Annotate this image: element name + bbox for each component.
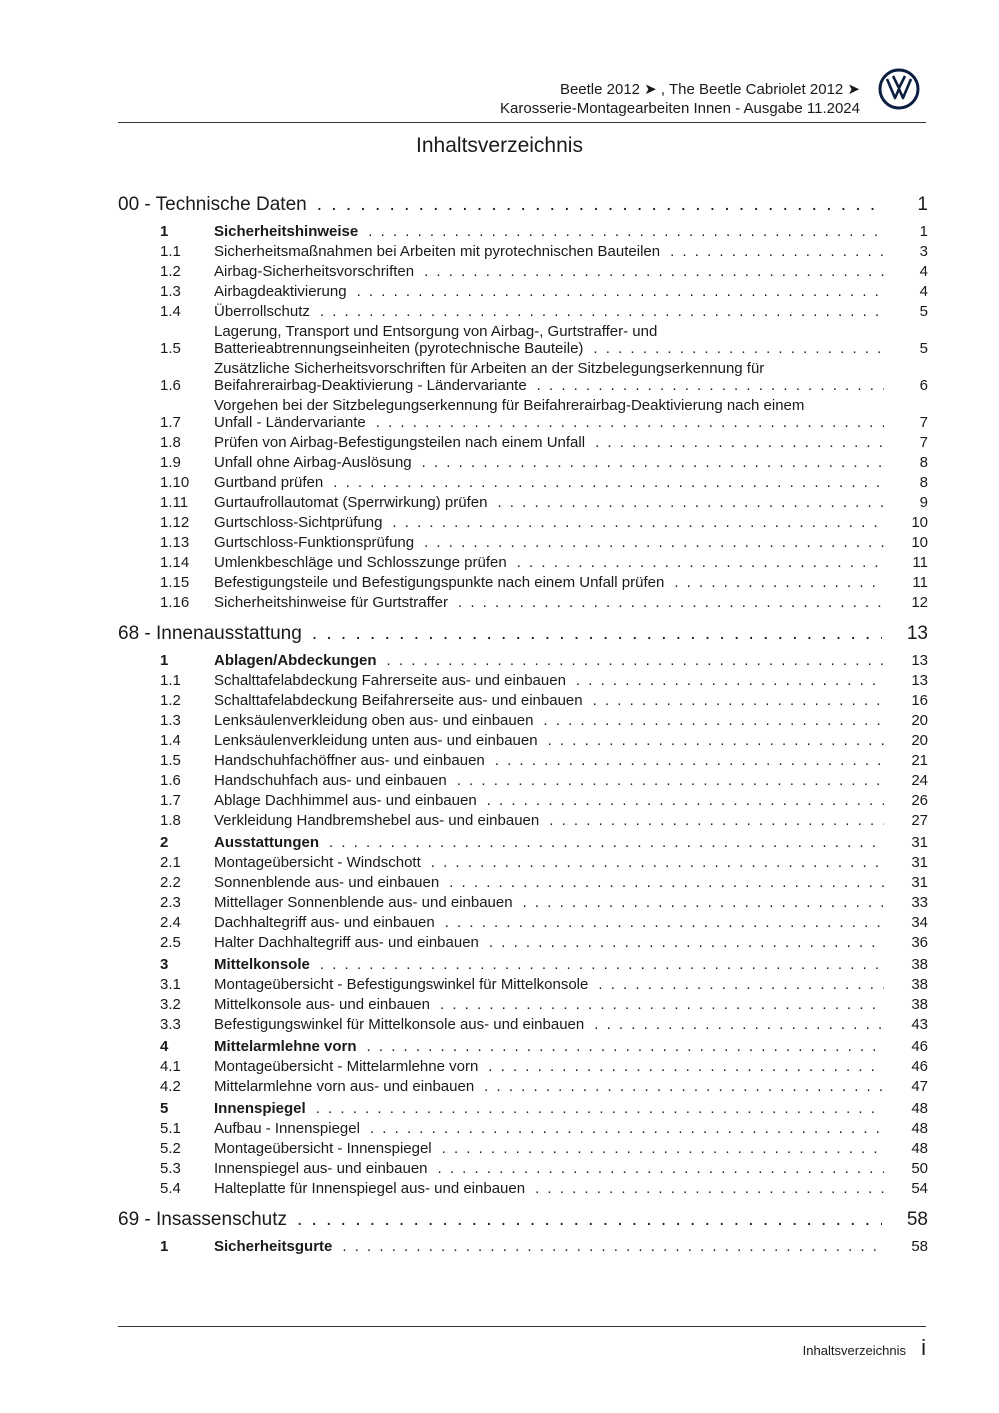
toc-entry-title: Sicherheitshinweise — [214, 223, 359, 240]
toc-entry[interactable] — [118, 874, 928, 891]
toc-entry-title: Halter Dachhaltegriff aus- und einbauen — [214, 934, 479, 951]
toc-entry[interactable] — [118, 1078, 928, 1095]
toc-page-number: 10 — [911, 534, 928, 551]
toc-leader-dots — [488, 1058, 884, 1075]
toc-entry-title: Ausstattungen — [214, 834, 319, 851]
toc-entry-number: 1.3 — [160, 712, 181, 729]
toc-entry-title: Montageübersicht - Mittelarmlehne vorn — [214, 1058, 479, 1075]
toc-leader-dots — [387, 652, 884, 669]
header-line-1: Beetle 2012 ➤ , The Beetle Cabriolet 2012 ➤ — [559, 81, 860, 98]
toc-page-number: 46 — [911, 1038, 928, 1055]
toc-entry[interactable] — [118, 323, 928, 357]
toc-entry-number: 1.2 — [160, 692, 181, 709]
toc-entry-number: 1.7 — [160, 414, 181, 431]
toc-leader-dots — [458, 594, 884, 611]
toc-entry[interactable] — [118, 594, 928, 611]
toc-leader-dots — [424, 534, 884, 551]
toc-page-number: 27 — [911, 812, 928, 829]
toc-entry-title: Montageübersicht - Innenspiegel — [214, 1140, 432, 1157]
toc-entry-number: 1 — [160, 223, 169, 240]
toc-page-number: 54 — [911, 1180, 928, 1197]
toc-entry[interactable] — [118, 1180, 928, 1197]
toc-page-number: 5 — [919, 303, 928, 320]
toc-entry-title: Lenksäulenverkleidung oben aus- und einbauen — [214, 712, 534, 729]
toc-leader-dots — [342, 1238, 884, 1255]
toc-leader-dots — [593, 340, 884, 357]
toc-page-number: 9 — [919, 494, 928, 511]
toc-entry-title: Dachhaltegriff aus- und einbauen — [214, 914, 435, 931]
toc-entry-number: 1.9 — [160, 454, 181, 471]
toc-entry-title: Mittellager Sonnenblende aus- und einbauen — [214, 894, 513, 911]
toc-entry[interactable] — [118, 1140, 928, 1157]
toc-leader-dots — [674, 574, 884, 591]
toc-entry-number: 5.1 — [160, 1120, 181, 1137]
toc-leader-dots — [598, 976, 884, 993]
toc-entry-number: 4.2 — [160, 1078, 181, 1095]
toc-page-number: 3 — [919, 243, 928, 260]
toc-page-number: 5 — [919, 340, 928, 357]
toc-entry-title: Gurtschloss-Sichtprüfung — [214, 514, 383, 531]
toc-page-number: 4 — [919, 263, 928, 280]
toc-page-number: 13 — [911, 652, 928, 669]
toc-leader-dots — [376, 414, 884, 431]
toc-entry-title-cont: Unfall - Ländervariante — [214, 414, 366, 431]
toc-entry-number: 2.3 — [160, 894, 181, 911]
toc-entry-number: 2.1 — [160, 854, 181, 871]
toc-entry[interactable] — [118, 812, 928, 829]
toc-entry[interactable] — [118, 752, 928, 769]
toc-leader-dots — [548, 732, 884, 749]
toc-leader-dots — [523, 894, 884, 911]
toc-entry-title: Gurtband prüfen — [214, 474, 324, 491]
toc-page-number: 31 — [911, 874, 928, 891]
toc-entry-title: Ablage Dachhimmel aus- und einbauen — [214, 792, 477, 809]
toc-entry-number: 5.4 — [160, 1180, 181, 1197]
toc-entry-number: 1.3 — [160, 283, 181, 300]
toc-entry-title: Sicherheitsgurte — [214, 1238, 333, 1255]
toc-entry-number: 1.13 — [160, 534, 190, 551]
toc-entry[interactable] — [118, 934, 928, 951]
toc-entry-number: 5.2 — [160, 1140, 181, 1157]
toc-entry-title: Aufbau - Innenspiegel — [214, 1120, 360, 1137]
toc-leader-dots — [333, 474, 884, 491]
toc-entry-title: Handschuhfach aus- und einbauen — [214, 772, 447, 789]
toc-leader-dots — [392, 514, 884, 531]
toc-leader-dots — [329, 834, 884, 851]
toc-entry[interactable] — [118, 283, 928, 300]
toc-entry-number: 1.14 — [160, 554, 190, 571]
toc-entry[interactable] — [118, 976, 928, 993]
footer-page-number: i — [921, 1335, 926, 1360]
toc-entry[interactable] — [118, 914, 928, 931]
toc-page-number: 12 — [911, 594, 928, 611]
toc-entry-number: 1 — [160, 1238, 169, 1255]
toc-page-number: 31 — [911, 834, 928, 851]
toc-entry-title: Zusätzliche Sicherheitsvorschriften für Arbeiten an der Sitzbelegungserkennung für — [214, 360, 765, 377]
toc-section[interactable] — [118, 1038, 928, 1055]
toc-page-number: 38 — [911, 956, 928, 973]
toc-entry[interactable] — [118, 1160, 928, 1177]
toc-section[interactable] — [118, 1238, 928, 1255]
toc-page-number: 13 — [906, 623, 928, 644]
toc-leader-dots — [367, 1038, 884, 1055]
toc-leader-dots — [370, 1120, 884, 1137]
toc-entry-number: 1.1 — [160, 243, 181, 260]
toc-chapter[interactable] — [118, 623, 928, 647]
toc-entry[interactable] — [118, 243, 928, 260]
toc-entry[interactable] — [118, 1058, 928, 1075]
toc-entry-title: Ablagen/Abdeckungen — [214, 652, 377, 669]
toc-entry-title: Befestigungswinkel für Mittelkonsole aus- und einbauen — [214, 1016, 585, 1033]
toc-entry-number: 1.2 — [160, 263, 181, 280]
toc-leader-dots — [535, 1180, 884, 1197]
toc-leader-dots — [297, 1209, 882, 1231]
toc-entry-number: 1 — [160, 652, 169, 669]
toc-leader-dots — [357, 283, 884, 300]
toc-entry-title: Gurtaufrollautomat (Sperrwirkung) prüfen — [214, 494, 488, 511]
toc-page-number: 43 — [911, 1016, 928, 1033]
toc-leader-dots — [484, 1078, 884, 1095]
toc-page-number: 4 — [919, 283, 928, 300]
toc-entry-title: Prüfen von Airbag-Befestigungsteilen nach einem Unfall — [214, 434, 586, 451]
toc-page-number: 1 — [919, 223, 928, 240]
toc-leader-dots — [449, 874, 884, 891]
toc-entry-title: Sicherheitsmaßnahmen bei Arbeiten mit pyrotechnischen Bauteilen — [214, 243, 661, 260]
toc-section[interactable] — [118, 652, 928, 669]
toc-entry-title: Innenspiegel aus- und einbauen — [214, 1160, 428, 1177]
toc-entry[interactable] — [118, 360, 928, 394]
toc-entry[interactable] — [118, 792, 928, 809]
toc-leader-dots — [320, 956, 884, 973]
toc-page-number: 38 — [911, 996, 928, 1013]
toc-page-number: 8 — [919, 474, 928, 491]
toc-page-number: 10 — [911, 514, 928, 531]
toc-page-number: 1 — [917, 194, 928, 215]
toc-entry[interactable] — [118, 894, 928, 911]
toc-entry-title: Mittelarmlehne vorn — [214, 1038, 357, 1055]
toc-entry-number: 4 — [160, 1038, 169, 1055]
toc-leader-dots — [438, 1160, 884, 1177]
toc-entry-number: 1.5 — [160, 752, 181, 769]
toc-entry-number: 1.8 — [160, 434, 181, 451]
toc-page-number: 11 — [912, 574, 928, 591]
toc-entry-number: 1.4 — [160, 732, 181, 749]
toc-leader-dots — [431, 854, 884, 871]
toc-page-number: 46 — [911, 1058, 928, 1075]
toc-leader-dots — [424, 263, 884, 280]
toc-entry-number: 3 — [160, 956, 169, 973]
toc-entry-title: Airbag-Sicherheitsvorschriften — [214, 263, 415, 280]
toc-page-number: 16 — [911, 692, 928, 709]
toc-entry[interactable] — [118, 494, 928, 511]
toc-leader-dots — [595, 434, 884, 451]
toc-page-number: 20 — [911, 712, 928, 729]
toc-chapter-title: 69 - Insassenschutz — [118, 1209, 287, 1230]
header-line-2: Karosserie-Montagearbeiten Innen - Ausgabe 11.2024 — [500, 100, 860, 117]
toc-leader-dots — [312, 623, 882, 645]
toc-page-number: 48 — [911, 1100, 928, 1117]
toc-page-number: 13 — [911, 672, 928, 689]
toc-page-number: 7 — [919, 434, 928, 451]
toc-entry-title: Umlenkbeschläge und Schlosszunge prüfen — [214, 554, 507, 571]
toc-entry[interactable] — [118, 263, 928, 280]
toc-entry[interactable] — [118, 1120, 928, 1137]
toc-entry-title: Schalttafelabdeckung Beifahrerseite aus- und einbauen — [214, 692, 583, 709]
toc-entry-number: 1.5 — [160, 340, 181, 357]
toc-page-number: 48 — [911, 1140, 928, 1157]
toc-page-number: 26 — [911, 792, 928, 809]
toc-entry[interactable] — [118, 434, 928, 451]
toc-entry-number: 1.6 — [160, 377, 181, 394]
toc-leader-dots — [422, 454, 884, 471]
toc-entry[interactable] — [118, 772, 928, 789]
toc-page-number: 50 — [911, 1160, 928, 1177]
toc-entry-title: Innenspiegel — [214, 1100, 306, 1117]
toc-page-number: 24 — [911, 772, 928, 789]
toc-entry[interactable] — [118, 692, 928, 709]
toc-leader-dots — [445, 914, 884, 931]
toc-leader-dots — [316, 1100, 884, 1117]
toc-leader-dots — [489, 934, 884, 951]
toc-entry[interactable] — [118, 854, 928, 871]
toc-page-number: 8 — [919, 454, 928, 471]
toc-page-number: 34 — [911, 914, 928, 931]
table-of-contents — [118, 192, 928, 1255]
toc-leader-dots — [440, 996, 884, 1013]
toc-entry-title-cont: Batterieabtrennungseinheiten (pyrotechnische Bauteile) — [214, 340, 584, 357]
toc-entry[interactable] — [118, 514, 928, 531]
toc-page-number: 31 — [911, 854, 928, 871]
toc-entry-number: 1.16 — [160, 594, 190, 611]
toc-page-number: 33 — [911, 894, 928, 911]
toc-entry-number: 1.15 — [160, 574, 190, 591]
toc-chapter[interactable] — [118, 1209, 928, 1233]
toc-entry-number: 1.12 — [160, 514, 190, 531]
toc-entry[interactable] — [118, 996, 928, 1013]
toc-entry-title: Airbagdeaktivierung — [214, 283, 347, 300]
toc-entry-title: Unfall ohne Airbag-Auslösung — [214, 454, 412, 471]
toc-entry-number: 2 — [160, 834, 169, 851]
toc-leader-dots — [670, 243, 884, 260]
toc-entry-number: 3.2 — [160, 996, 181, 1013]
toc-entry[interactable] — [118, 303, 928, 320]
toc-leader-dots — [320, 303, 884, 320]
toc-entry[interactable] — [118, 474, 928, 491]
toc-entry-title: Sonnenblende aus- und einbauen — [214, 874, 440, 891]
toc-entry-title: Lenksäulenverkleidung unten aus- und einbauen — [214, 732, 538, 749]
toc-section[interactable] — [118, 834, 928, 851]
toc-chapter[interactable] — [118, 194, 928, 218]
toc-page-number: 48 — [911, 1120, 928, 1137]
toc-entry[interactable] — [118, 534, 928, 551]
toc-entry-title: Halteplatte für Innenspiegel aus- und einbauen — [214, 1180, 526, 1197]
toc-page-number: 36 — [911, 934, 928, 951]
footer-label: Inhaltsverzeichnis — [802, 1343, 906, 1358]
page-footer — [118, 1326, 926, 1360]
toc-entry-title: Mittelkonsole aus- und einbauen — [214, 996, 430, 1013]
toc-page-number: 58 — [906, 1209, 928, 1230]
toc-section[interactable] — [118, 956, 928, 973]
toc-section[interactable] — [118, 223, 928, 240]
toc-chapter-title: 00 - Technische Daten — [118, 194, 307, 215]
toc-entry-number: 4.1 — [160, 1058, 181, 1075]
toc-entry-title: Sicherheitshinweise für Gurtstraffer — [214, 594, 448, 611]
toc-page-number: 7 — [919, 414, 928, 431]
toc-entry-title: Vorgehen bei der Sitzbelegungserkennung für Beifahrerairbag-Deaktivierung nach einem — [214, 397, 805, 414]
toc-entry-number: 1.4 — [160, 303, 181, 320]
toc-entry[interactable] — [118, 574, 928, 591]
toc-page-number: 58 — [911, 1238, 928, 1255]
page-header — [118, 76, 926, 123]
toc-page-number: 20 — [911, 732, 928, 749]
toc-entry-number: 3.1 — [160, 976, 181, 993]
toc-entry-title: Befestigungsteile und Befestigungspunkte nach einem Unfall prüfen — [214, 574, 665, 591]
toc-chapter-title: 68 - Innenausstattung — [118, 623, 302, 644]
toc-leader-dots — [495, 752, 884, 769]
toc-entry-title: Lagerung, Transport und Entsorgung von Airbag-, Gurtstraffer- und — [214, 323, 658, 340]
toc-section[interactable] — [118, 1100, 928, 1117]
toc-leader-dots — [594, 1016, 884, 1033]
toc-entry-title: Mittelarmlehne vorn aus- und einbauen — [214, 1078, 475, 1095]
toc-leader-dots — [457, 772, 884, 789]
toc-entry-number: 2.2 — [160, 874, 181, 891]
toc-leader-dots — [487, 792, 884, 809]
toc-leader-dots — [497, 494, 884, 511]
toc-leader-dots — [317, 194, 882, 216]
toc-entry-title: Verkleidung Handbremshebel aus- und einbauen — [214, 812, 540, 829]
toc-entry[interactable] — [118, 454, 928, 471]
toc-leader-dots — [442, 1140, 884, 1157]
toc-entry-number: 5 — [160, 1100, 169, 1117]
toc-leader-dots — [517, 554, 884, 571]
toc-entry[interactable] — [118, 732, 928, 749]
toc-entry-number: 1.1 — [160, 672, 181, 689]
toc-entry-title-cont: Beifahrerairbag-Deaktivierung - Ländervariante — [214, 377, 527, 394]
toc-entry-title: Überrollschutz — [214, 303, 310, 320]
toc-leader-dots — [537, 377, 884, 394]
toc-entry-number: 2.5 — [160, 934, 181, 951]
toc-entry-title: Mittelkonsole — [214, 956, 310, 973]
toc-entry-number: 5.3 — [160, 1160, 181, 1177]
toc-leader-dots — [576, 672, 884, 689]
toc-entry-number: 1.11 — [160, 494, 189, 511]
toc-entry[interactable] — [118, 672, 928, 689]
toc-page-number: 21 — [911, 752, 928, 769]
toc-entry-title: Gurtschloss-Funktionsprüfung — [214, 534, 415, 551]
toc-entry-title: Handschuhfachöffner aus- und einbauen — [214, 752, 485, 769]
toc-entry[interactable] — [118, 397, 928, 431]
vw-logo-icon — [878, 68, 920, 110]
toc-entry[interactable] — [118, 554, 928, 571]
toc-page-number: 47 — [911, 1078, 928, 1095]
toc-entry-title: Montageübersicht - Windschott — [214, 854, 421, 871]
toc-entry-number: 2.4 — [160, 914, 181, 931]
toc-entry-number: 1.6 — [160, 772, 181, 789]
toc-page-number: 11 — [912, 554, 928, 571]
toc-entry-title: Schalttafelabdeckung Fahrerseite aus- und einbauen — [214, 672, 566, 689]
toc-leader-dots — [549, 812, 884, 829]
toc-entry-title: Montageübersicht - Befestigungswinkel für Mittelkonsole — [214, 976, 589, 993]
toc-entry[interactable] — [118, 1016, 928, 1033]
toc-leader-dots — [593, 692, 884, 709]
toc-entry-number: 1.10 — [160, 474, 190, 491]
toc-entry-number: 1.7 — [160, 792, 181, 809]
page-title: Inhaltsverzeichnis — [416, 134, 583, 157]
header-text — [500, 80, 860, 118]
toc-entry-number: 1.8 — [160, 812, 181, 829]
toc-page-number: 38 — [911, 976, 928, 993]
toc-leader-dots — [543, 712, 884, 729]
toc-entry-number: 3.3 — [160, 1016, 181, 1033]
toc-entry[interactable] — [118, 712, 928, 729]
toc-page-number: 6 — [919, 377, 928, 394]
toc-leader-dots — [368, 223, 884, 240]
